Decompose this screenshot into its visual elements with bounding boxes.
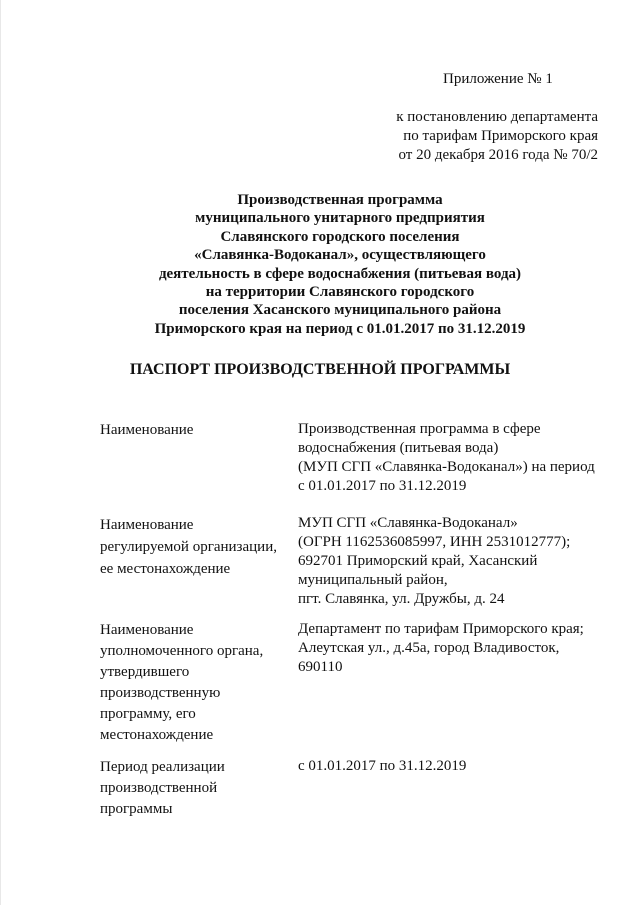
value-line: водоснабжения (питьевая вода) bbox=[298, 440, 499, 456]
value-line: Алеутская ул., д.45а, город Владивосток, bbox=[298, 640, 560, 656]
label-line: утвердившего bbox=[100, 664, 190, 680]
row-value bbox=[298, 757, 608, 776]
label-line: Наименование bbox=[100, 517, 194, 533]
title-line: Славянского городского поселения bbox=[220, 228, 460, 245]
value-line: пгт. Славянка, ул. Дружбы, д. 24 bbox=[298, 591, 505, 607]
label-line: программу, его bbox=[100, 706, 196, 722]
label-line: производственной bbox=[100, 780, 218, 796]
label-line: Период реализации bbox=[100, 759, 225, 775]
label-line: местонахождение bbox=[100, 727, 214, 743]
appendix-number: Приложение № 1 bbox=[443, 71, 553, 87]
document-title bbox=[120, 191, 560, 338]
label-line: ее местонахождение bbox=[100, 561, 231, 577]
decree-line: к постановлению департамента bbox=[396, 109, 598, 125]
value-line: (ОГРН 1162536085997, ИНН 2531012777); bbox=[298, 534, 571, 550]
row-value bbox=[298, 420, 608, 496]
row-label bbox=[100, 514, 290, 580]
label-line: Наименование bbox=[100, 422, 194, 438]
value-line: Производственная программа в сфере bbox=[298, 421, 541, 437]
label-line: регулируемой организации, bbox=[100, 539, 277, 555]
label-line: производственную bbox=[100, 685, 221, 701]
label-line: программы bbox=[100, 801, 173, 817]
row-label bbox=[100, 420, 290, 441]
decree-line: от 20 декабря 2016 года № 70/2 bbox=[398, 147, 598, 163]
decree-reference bbox=[396, 108, 598, 165]
value-line: Департамент по тарифам Приморского края; bbox=[298, 621, 584, 637]
label-line: Наименование bbox=[100, 622, 194, 638]
value-line: МУП СГП «Славянка-Водоканал» bbox=[298, 515, 518, 531]
label-line: уполномоченного органа, bbox=[100, 643, 264, 659]
value-line: с 01.01.2017 по 31.12.2019 bbox=[298, 758, 467, 774]
title-line: «Славянка-Водоканал», осуществляющего bbox=[194, 247, 486, 264]
value-line: муниципальный район, bbox=[298, 572, 448, 588]
value-line: (МУП СГП «Славянка-Водоканал») на период bbox=[298, 459, 595, 475]
value-line: 690110 bbox=[298, 659, 343, 675]
row-value bbox=[298, 620, 608, 677]
row-label bbox=[100, 757, 290, 820]
title-line: муниципального унитарного предприятия bbox=[195, 210, 485, 227]
value-line: с 01.01.2017 по 31.12.2019 bbox=[298, 478, 467, 494]
title-line: на территории Славянского городского bbox=[205, 284, 475, 301]
value-line: 692701 Приморский край, Хасанский bbox=[298, 553, 538, 569]
title-line: деятельность в сфере водоснабжения (питьевая вода) bbox=[158, 265, 522, 282]
row-label bbox=[100, 620, 290, 746]
decree-line: по тарифам Приморского края bbox=[403, 128, 598, 144]
passport-heading: ПАСПОРТ ПРОИЗВОДСТВЕННОЙ ПРОГРАММЫ bbox=[129, 361, 511, 378]
title-line: Приморского края на период с 01.01.2017 по 31.12.2019 bbox=[154, 320, 526, 337]
row-value bbox=[298, 514, 608, 609]
title-line: Производственная программа bbox=[237, 192, 443, 208]
title-line: поселения Хасанского муниципального района bbox=[178, 302, 502, 319]
